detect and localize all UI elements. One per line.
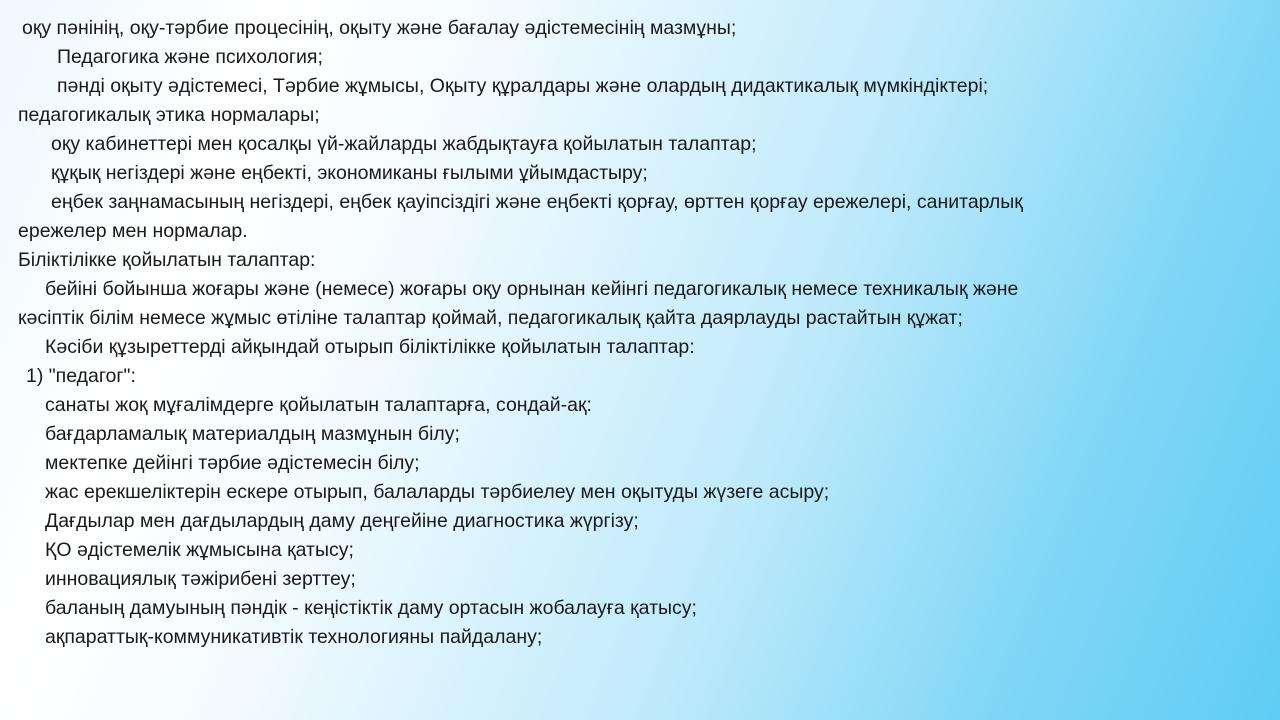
text-line: баланың дамуының пәндік - кеңістіктік даму ортасын жобалауға қатысу;: [45, 597, 697, 619]
text-line: мектепке дейінгі тәрбие әдістемесін білу;: [45, 452, 420, 474]
text-line: пәнді оқыту әдістемесі, Тәрбие жұмысы, Оқыту құралдары және олардың дидактикалық мүмкіндіктері;: [57, 75, 989, 97]
text-line: Дағдылар мен дағдылардың даму деңгейіне диагностика жүргізу;: [45, 510, 639, 532]
text-line: санаты жоқ мұғалімдерге қойылатын талаптарға, сондай-ақ:: [45, 394, 592, 416]
text-line: оқу кабинеттері мен қосалқы үй-жайларды жабдықтауға қойылатын талаптар;: [51, 133, 757, 155]
text-line: ақпараттық-коммуникативтік технологияны пайдалану;: [45, 626, 543, 648]
text-line: құқық негіздері және еңбекті, экономиканы ғылыми ұйымдастыру;: [51, 162, 648, 184]
text-line: бейіні бойынша жоғары және (немесе) жоғары оқу орнынан кейінгі педагогикалық немесе техникалық және: [45, 278, 1019, 300]
text-line: ҚО әдістемелік жұмысына қатысу;: [45, 539, 354, 561]
text-line: инновациялық тәжірибені зерттеу;: [45, 568, 356, 590]
text-line: оқу пәнінің, оқу-тәрбие процесінің, оқыту және бағалау әдістемесінің мазмұны;: [22, 17, 737, 39]
text-line: ережелер мен нормалар.: [18, 220, 248, 242]
text-line: жас ерекшеліктерін ескере отырып, балаларды тәрбиелеу мен оқытуды жүзеге асыру;: [45, 481, 830, 503]
text-line: педагогикалық этика нормалары;: [18, 104, 320, 126]
text-line: кәсіптік білім немесе жұмыс өтіліне талаптар қоймай, педагогикалық қайта даярлауды растайтын құжат;: [18, 307, 963, 329]
text-line: Кәсіби құзыреттерді айқындай отырып біліктілікке қойылатын талаптар:: [45, 336, 695, 358]
section-heading: Біліктілікке қойылатын талаптар:: [18, 249, 316, 271]
text-line: Педагогика және психология;: [57, 46, 323, 68]
text-line: еңбек заңнамасының негіздері, еңбек қауіпсіздігі және еңбекті қорғау, өрттен қорғау ережелері, санитарлық: [51, 191, 1023, 213]
list-item-number: 1) "педагог":: [26, 365, 136, 387]
text-line: бағдарламалық материалдың мазмұнын білу;: [45, 423, 460, 445]
